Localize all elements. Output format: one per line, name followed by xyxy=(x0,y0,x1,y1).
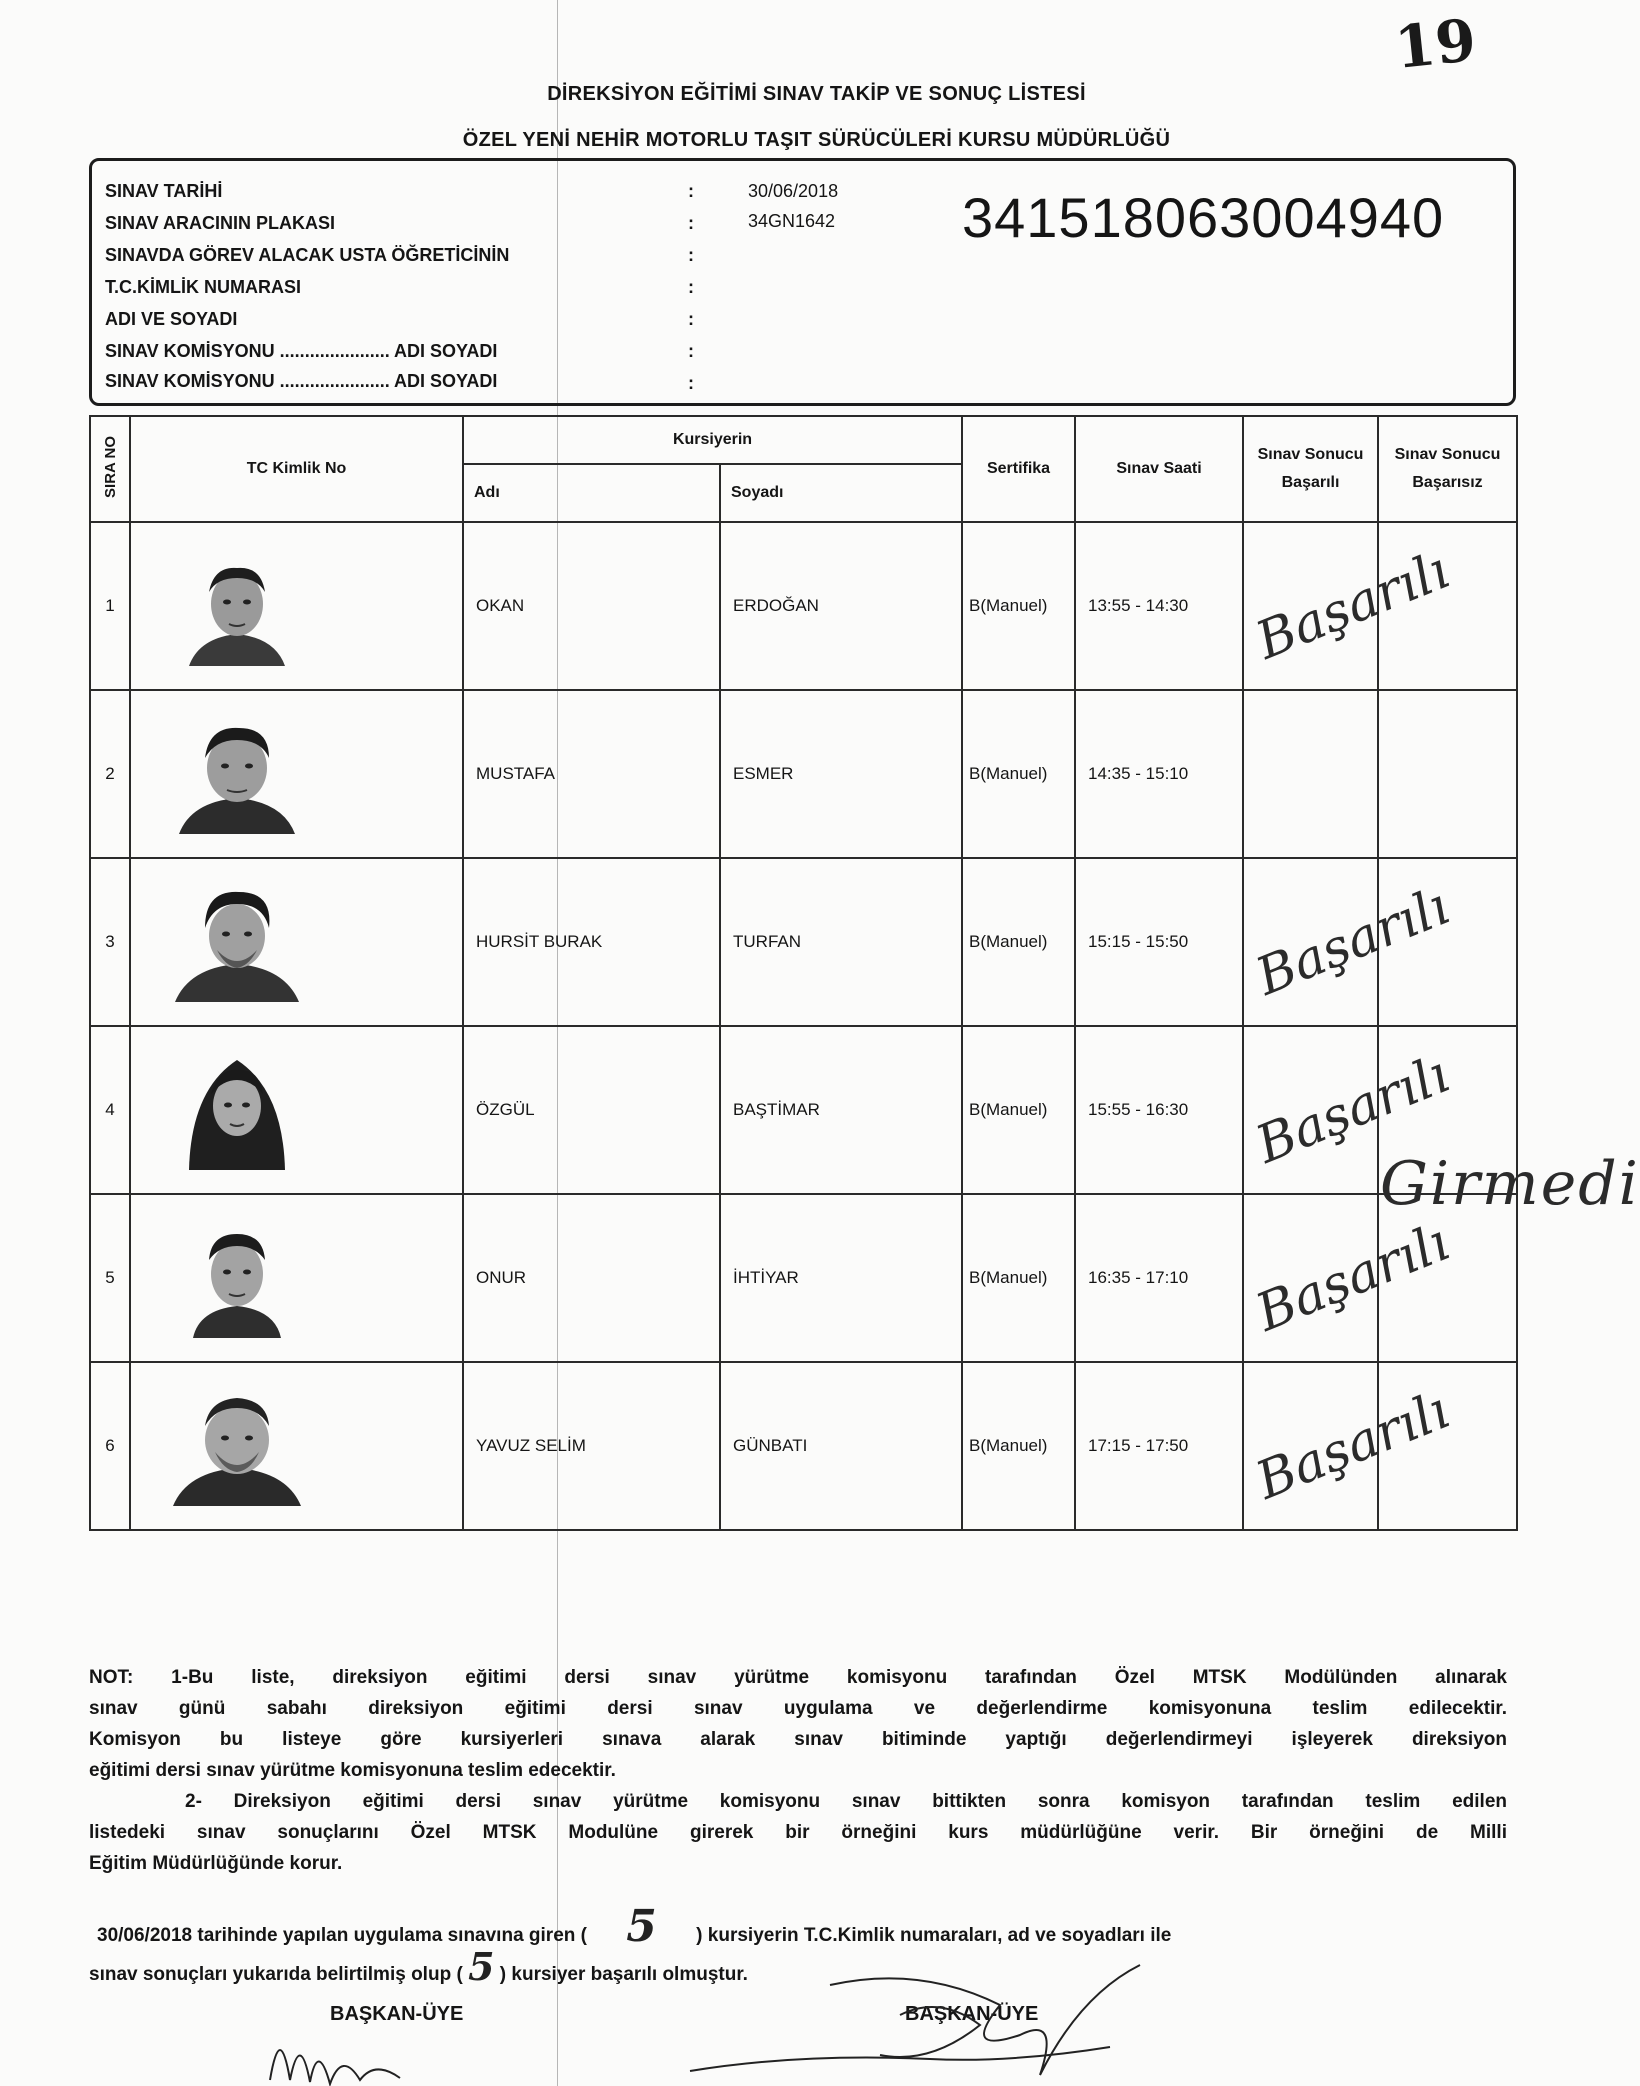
certificate-type: B(Manuel) xyxy=(962,522,1075,690)
student-last-name: GÜNBATI xyxy=(720,1362,962,1530)
student-last-name: TURFAN xyxy=(720,858,962,1026)
table-row xyxy=(90,1026,1517,1194)
student-photo xyxy=(130,1362,463,1530)
exam-time: 13:55 - 14:30 xyxy=(1075,522,1243,690)
certificate-type: B(Manuel) xyxy=(962,1026,1075,1194)
person-photo xyxy=(169,1050,305,1170)
exam-time: 15:55 - 16:30 xyxy=(1075,1026,1243,1194)
row-number: 1 xyxy=(90,522,130,690)
row-number: 4 xyxy=(90,1026,130,1194)
handwritten-result: Girmedi xyxy=(1380,1149,1640,1219)
header-soyadi: Soyadı xyxy=(720,464,962,522)
table-row xyxy=(90,690,1517,858)
info-colon: : xyxy=(688,245,694,265)
header-tc: TC Kimlik No xyxy=(130,416,463,522)
student-photo xyxy=(130,1194,463,1362)
student-first-name: OKAN xyxy=(463,522,720,690)
header-basarili: Sınav Sonucu Başarılı xyxy=(1243,416,1378,522)
certificate-type: B(Manuel) xyxy=(962,858,1075,1026)
table-row xyxy=(90,522,1517,690)
info-label-tc: T.C.KİMLİK NUMARASI xyxy=(105,277,301,297)
summary-line-1 xyxy=(97,1901,1507,1952)
student-last-name: ERDOĞAN xyxy=(720,522,962,690)
note-line-4: eğitimi dersi sınav yürütme komisyonuna teslim edecektir. xyxy=(89,1760,616,1781)
student-first-name: HURSİT BURAK xyxy=(463,858,720,1026)
certificate-type: B(Manuel) xyxy=(962,690,1075,858)
handwritten-result: Başarılı xyxy=(1248,1212,1458,1344)
row-number: 2 xyxy=(90,690,130,858)
document-title: DİREKSİYON EĞİTİMİ SINAV TAKİP VE SONUÇ LİSTESİ xyxy=(547,83,1086,105)
table-row xyxy=(90,858,1517,1026)
table-row xyxy=(90,1194,1517,1362)
row-number: 3 xyxy=(90,858,130,1026)
exam-info-box xyxy=(89,158,1516,406)
note-line-7: Eğitim Müdürlüğünde korur. xyxy=(89,1853,343,1874)
note-line-1: NOT: 1-Bu liste, direksiyon eğitimi dersi sınav yürütme komisyonu tarafından Özel MTSK Modülünden alınarak xyxy=(89,1667,1507,1688)
student-photo xyxy=(130,1026,463,1194)
student-photo xyxy=(130,522,463,690)
document-number: 341518063004940 xyxy=(962,186,1445,249)
handwritten-count-passed: 5 xyxy=(468,1944,495,1989)
signature-label-right: BAŞKAN-ÜYE xyxy=(905,2003,1039,2025)
student-first-name: YAVUZ SELİM xyxy=(463,1362,720,1530)
result-pass-cell xyxy=(1243,522,1458,690)
info-label-commission-2: SINAV KOMİSYONU ...................... ADI SOYADI xyxy=(105,371,498,391)
exam-results-table xyxy=(89,415,1640,1531)
table-row xyxy=(90,1362,1517,1530)
certificate-type: B(Manuel) xyxy=(962,1362,1075,1530)
person-photo xyxy=(169,882,305,1002)
handwritten-result: Başarılı xyxy=(1248,876,1458,1008)
student-photo xyxy=(130,858,463,1026)
result-pass-cell xyxy=(1243,1194,1458,1362)
info-colon: : xyxy=(688,309,694,329)
person-photo xyxy=(169,1386,305,1506)
student-first-name: MUSTAFA xyxy=(463,690,720,858)
exam-time: 17:15 - 17:50 xyxy=(1075,1362,1243,1530)
note-line-2: sınav günü sabahı direksiyon eğitimi dersi sınav uygulama ve değerlendirme komisyonuna teslim edilecektir. xyxy=(89,1698,1507,1719)
exam-time: 16:35 - 17:10 xyxy=(1075,1194,1243,1362)
note-line-5: 2- Direksiyon eğitimi dersi sınav yürütme komisyonu sınav bittikten sonra komisyon tarafından teslim edilen xyxy=(185,1791,1507,1812)
student-last-name: ESMER xyxy=(720,690,962,858)
info-label-plate: SINAV ARACININ PLAKASI xyxy=(105,213,336,233)
info-label-instructor: SINAVDA GÖREV ALACAK USTA ÖĞRETİCİNİN xyxy=(105,245,510,265)
info-colon: : xyxy=(688,373,694,393)
summary-text-d: ) kursiyer başarılı olmuştur. xyxy=(499,1964,748,1985)
summary-text-a: 30/06/2018 tarihinde yapılan uygulama sınavına giren ( xyxy=(97,1925,587,1946)
info-label-name: ADI VE SOYADI xyxy=(105,309,238,329)
signature-left-scribble xyxy=(250,2010,420,2086)
info-label-commission-1: SINAV KOMİSYONU ...................... ADI SOYADI xyxy=(105,341,498,361)
note-line-6: listedeki sınav sonuçlarını Özel MTSK Modulüne girerek bir örneğini kurs müdürlüğüne verir. Bir örneğini de Milli xyxy=(89,1822,1507,1843)
header-adi: Adı xyxy=(463,464,720,522)
info-colon: : xyxy=(688,341,694,361)
result-fail-cell xyxy=(1378,690,1517,858)
handwritten-result: Başarılı xyxy=(1248,1380,1458,1512)
handwritten-result: Başarılı xyxy=(1248,1044,1458,1176)
row-number: 5 xyxy=(90,1194,130,1362)
info-label-date: SINAV TARİHİ xyxy=(105,181,223,201)
info-value-date: 30/06/2018 xyxy=(748,181,839,201)
signature-right-scribble xyxy=(680,1955,1160,2086)
person-photo xyxy=(169,714,305,834)
info-value-plate: 34GN1642 xyxy=(748,211,836,231)
student-last-name: İHTİYAR xyxy=(720,1194,962,1362)
header-basarisiz: Sınav Sonucu Başarısız xyxy=(1378,416,1517,522)
student-last-name: BAŞTİMAR xyxy=(720,1026,962,1194)
handwritten-page-number: 19 xyxy=(1391,5,1480,83)
header-kursiyerin: Kursiyerin xyxy=(463,416,962,464)
table-header-row xyxy=(90,416,1517,464)
person-photo xyxy=(169,1218,305,1338)
result-pass-cell xyxy=(1243,1026,1458,1194)
student-first-name: ÖZGÜL xyxy=(463,1026,720,1194)
certificate-type: B(Manuel) xyxy=(962,1194,1075,1362)
institution-title: ÖZEL YENİ NEHİR MOTORLU TAŞIT SÜRÜCÜLERİ KURSU MÜDÜRLÜĞÜ xyxy=(462,129,1171,151)
student-first-name: ONUR xyxy=(463,1194,720,1362)
exam-time: 15:15 - 15:50 xyxy=(1075,858,1243,1026)
student-photo xyxy=(130,690,463,858)
handwritten-count-entered: 5 xyxy=(626,1901,657,1952)
result-pass-cell xyxy=(1243,858,1458,1026)
header-sinav-saati: Sınav Saati xyxy=(1075,416,1243,522)
summary-text-b: ) kursiyerin T.C.Kimlik numaraları, ad ve soyadları ile xyxy=(696,1925,1172,1946)
person-photo xyxy=(169,546,305,666)
result-pass-cell xyxy=(1243,1362,1458,1530)
summary-text-c: sınav sonuçları yukarıda belirtilmiş olup ( xyxy=(89,1964,463,1985)
info-colon: : xyxy=(688,277,694,297)
handwritten-result: Başarılı xyxy=(1248,540,1458,672)
header-sertifika: Sertifika xyxy=(962,416,1075,522)
row-number: 6 xyxy=(90,1362,130,1530)
signature-label-left: BAŞKAN-ÜYE xyxy=(330,2003,464,2025)
exam-time: 14:35 - 15:10 xyxy=(1075,690,1243,858)
header-sira-no: SIRA NO xyxy=(90,416,130,522)
info-colon: : xyxy=(688,181,694,201)
info-colon: : xyxy=(688,213,694,233)
note-line-3: Komisyon bu listeye göre kursiyerleri sınava alarak sınav bitiminde yaptığı değerlendirmeyi işleyerek direksiyon xyxy=(89,1729,1507,1750)
